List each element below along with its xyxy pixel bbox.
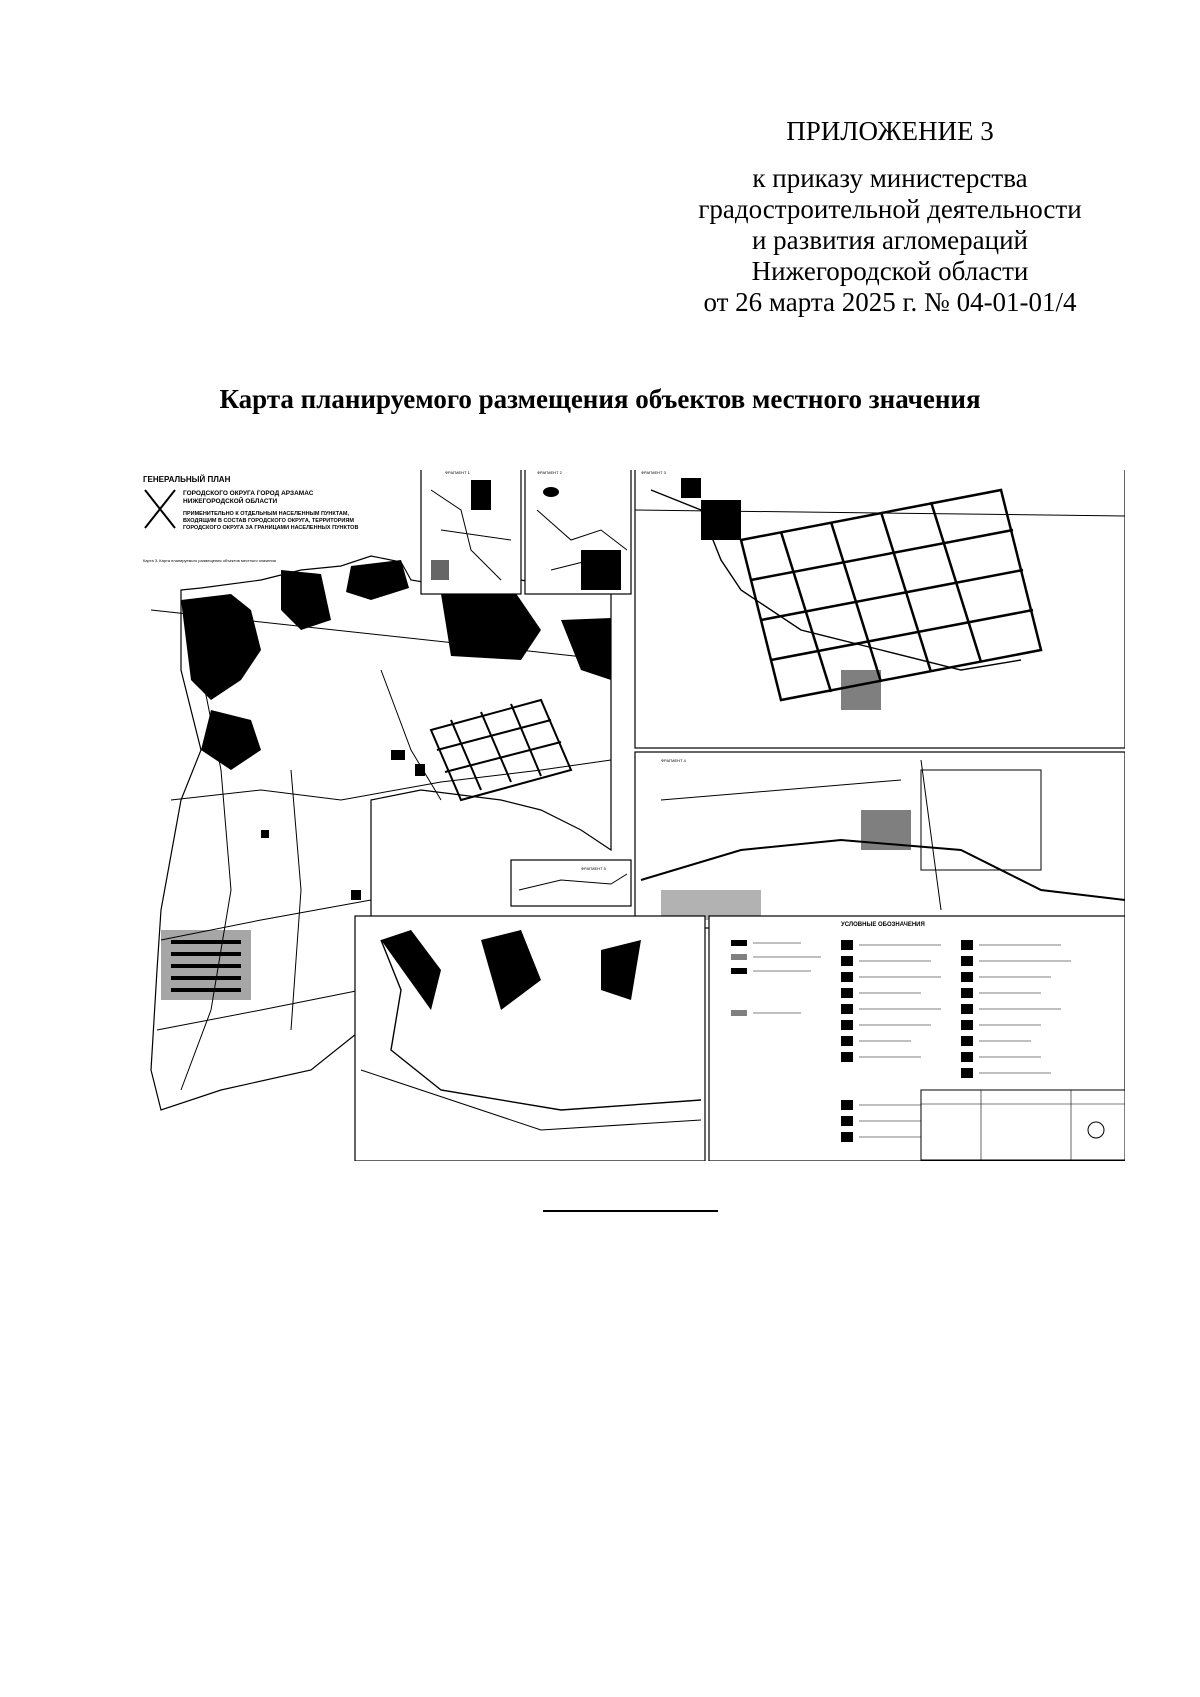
appendix-line-1: к приказу министерства: [752, 163, 1028, 193]
map-header-line-3: ПРИМЕНИТЕЛЬНО К ОТДЕЛЬНЫМ НАСЕЛЕННЫМ ПУНКТАМ,: [183, 511, 349, 517]
fragment-4-label: ФРАГМЕНТ 4: [661, 758, 686, 763]
cross-icon: [145, 490, 175, 528]
fragment-3-label: ФРАГМЕНТ 3: [641, 470, 666, 475]
map-header-title: ГЕНЕРАЛЬНЫЙ ПЛАН: [143, 475, 231, 484]
legend-title: УСЛОВНЫЕ ОБОЗНАЧЕНИЯ: [841, 922, 925, 928]
fragment-label-small: ФРАГМЕНТ 5: [581, 866, 606, 871]
fragment-2-label: ФРАГМЕНТ 2: [537, 470, 562, 475]
fragment-2-panel: [525, 470, 631, 594]
appendix-block: [660, 116, 1120, 318]
fragment-5-panel: [355, 916, 705, 1161]
fragment-1-label: ФРАГМЕНТ 1: [445, 470, 470, 475]
map-header-line-5: ГОРОДСКОГО ОКРУГА ЗА ГРАНИЦАМИ НАСЕЛЕННЫХ ПУНКТОВ: [183, 525, 359, 531]
legend-panel: [709, 916, 1125, 1161]
bottom-rule: [543, 1210, 718, 1212]
document-title: Карта планируемого размещения объектов местного значения: [219, 384, 981, 414]
fragment-4-panel: [635, 752, 1125, 928]
appendix-heading: ПРИЛОЖЕНИЕ 3: [786, 116, 994, 146]
map-header-line-1: ГОРОДСКОГО ОКРУГА ГОРОД АРЗАМАС: [183, 490, 314, 497]
appendix-line-4: Нижегородской области: [751, 256, 1029, 286]
appendix-line-5: от 26 марта 2025 г. № 04-01-01/4: [703, 287, 1077, 317]
title-block: [921, 1090, 1125, 1160]
map-caption: Карта 3. Карта планируемого размещения объектов местного значения: [143, 558, 276, 563]
fragment-1-panel: [421, 470, 521, 594]
fragment-3-panel: [635, 470, 1125, 748]
appendix-line-3: и развития агломераций: [751, 225, 1028, 255]
map-header-line-4: ВХОДЯЩИМ В СОСТАВ ГОРОДСКОГО ОКРУГА, ТЕРРИТОРИЯМ: [183, 518, 354, 524]
appendix-line-2: градостроительной деятельности: [698, 194, 1082, 224]
map-header: [143, 475, 358, 563]
map-header-line-2: НИЖЕГОРОДСКОЙ ОБЛАСТИ: [183, 498, 278, 505]
master-plan-map: [141, 470, 1125, 1161]
